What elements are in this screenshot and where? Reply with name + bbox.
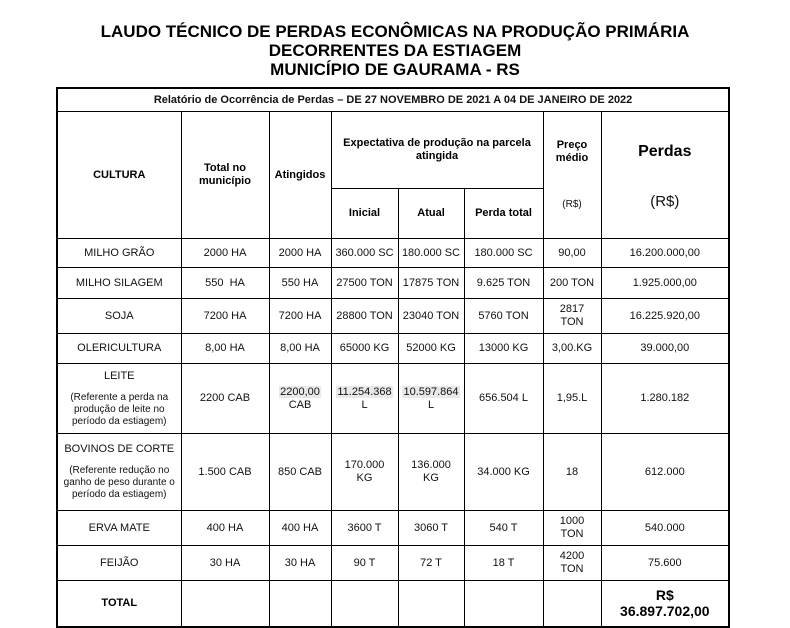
cell-atingidos: 2200,00 CAB [269, 364, 331, 434]
cell-cultura [57, 364, 181, 434]
culture-label: TOTAL [101, 596, 138, 609]
header-preco-unit: (R$) [562, 199, 582, 210]
cell-preco-medio [543, 581, 601, 627]
culture-note: (Referente redução no ganho de peso durante o período da estiagem) [63, 465, 178, 500]
cell-atual: 23040 TON [398, 299, 464, 334]
cell-perdas: 1.280.182 [601, 364, 729, 434]
cell-preco-medio: 18 [543, 434, 601, 511]
title-line-2: DECORRENTES DA ESTIAGEM [268, 41, 522, 60]
title-line-3: MUNICÍPIO DE GAURAMA - RS [270, 60, 520, 79]
cell-cultura [57, 299, 181, 334]
cell-total-municipio: 550 HA [181, 268, 269, 299]
table-row [57, 299, 729, 334]
table-body [57, 239, 729, 627]
cell-atingidos: 850 CAB [269, 434, 331, 511]
header-cultura: CULTURA [57, 112, 181, 239]
cell-inicial: 170.000 KG [331, 434, 398, 511]
cell-cultura [57, 511, 181, 546]
cell-perdas: 1.925.000,00 [601, 268, 729, 299]
culture-label: MILHO SILAGEM [75, 276, 163, 289]
cell-atingidos: 7200 HA [269, 299, 331, 334]
losses-table [56, 87, 730, 628]
cell-perda-total: 5760 TON [464, 299, 543, 334]
cell-total-municipio [181, 581, 269, 627]
cell-cultura [57, 434, 181, 511]
cell-perdas: 612.000 [601, 434, 729, 511]
cell-perdas: 16.200.000,00 [601, 239, 729, 268]
cell-total-municipio: 1.500 CAB [181, 434, 269, 511]
cell-cultura [57, 268, 181, 299]
cell-atual [398, 581, 464, 627]
cell-atingidos: 2000 HA [269, 239, 331, 268]
cell-preco-medio: 2817 TON [543, 299, 601, 334]
culture-note: (Referente a perda na produção de leite no período da estiagem) [70, 391, 171, 427]
table-row [57, 334, 729, 364]
table-row [57, 581, 729, 627]
banner-text: Relatório de Ocorrência de Perdas – DE 27 NOVEMBRO DE 2021 A 04 DE JANEIRO DE 2022 [57, 88, 729, 112]
cell-atingidos: 400 HA [269, 511, 331, 546]
cell-atual: 72 T [398, 546, 464, 581]
cell-perda-total: 9.625 TON [464, 268, 543, 299]
culture-label: LEITE [103, 369, 135, 382]
table-row [57, 546, 729, 581]
culture-label: OLERICULTURA [77, 342, 162, 354]
culture-label: FEIJÃO [99, 556, 139, 569]
cell-inicial: 65000 KG [331, 334, 398, 364]
cell-atual: 180.000 SC [398, 239, 464, 268]
cell-total-municipio: 400 HA [181, 511, 269, 546]
cell-inicial: 11.254.368 L [331, 364, 398, 434]
cell-atual: 136.000 KG [398, 434, 464, 511]
cell-atual: 52000 KG [398, 334, 464, 364]
header-total-municipio: Total no município [181, 112, 269, 239]
cell-total-municipio: 8,00 HA [181, 334, 269, 364]
cell-inicial: 3600 T [331, 511, 398, 546]
cell-perdas: R$ 36.897.702,00 [601, 581, 729, 627]
cell-total-municipio: 2200 CAB [181, 364, 269, 434]
header-expectativa: Expectativa de produção na parcela atingida [331, 112, 543, 189]
cell-total-municipio: 30 HA [181, 546, 269, 581]
title-line-1: LAUDO TÉCNICO DE PERDAS ECONÔMICAS NA PRODUÇÃO PRIMÁRIA [100, 22, 690, 41]
cell-preco-medio: 3,00.KG [543, 334, 601, 364]
cell-inicial: 360.000 SC [331, 239, 398, 268]
cell-perda-total: 540 T [464, 511, 543, 546]
header-atingidos: Atingidos [269, 112, 331, 239]
cell-atingidos: 30 HA [269, 546, 331, 581]
cell-cultura [57, 581, 181, 627]
cell-perdas: 75.600 [601, 546, 729, 581]
table-row [57, 239, 729, 268]
banner-row [57, 88, 729, 112]
table-row [57, 511, 729, 546]
cell-preco-medio: 1000 TON [543, 511, 601, 546]
cell-atual: 10.597.864 L [398, 364, 464, 434]
cell-preco-medio: 4200 TON [543, 546, 601, 581]
document-title [0, 22, 790, 79]
header-perdas [601, 112, 729, 239]
cell-preco-medio: 200 TON [543, 268, 601, 299]
cell-perda-total: 180.000 SC [464, 239, 543, 268]
cell-atual: 17875 TON [398, 268, 464, 299]
cell-inicial: 27500 TON [331, 268, 398, 299]
cell-inicial: 90 T [331, 546, 398, 581]
header-inicial: Inicial [331, 188, 398, 238]
cell-preco-medio: 1,95.L [543, 364, 601, 434]
cell-perda-total: 13000 KG [464, 334, 543, 364]
header-perdas-label: Perdas [638, 142, 692, 160]
cell-perda-total [464, 581, 543, 627]
cell-inicial: 28800 TON [331, 299, 398, 334]
cell-perda-total: 34.000 KG [464, 434, 543, 511]
header-preco-medio-label: Preço médio [555, 139, 591, 164]
cell-atingidos: 8,00 HA [269, 334, 331, 364]
cell-total-municipio: 7200 HA [181, 299, 269, 334]
culture-label: BOVINOS DE CORTE [64, 443, 175, 455]
cell-preco-medio: 90,00 [543, 239, 601, 268]
cell-perdas: 39.000,00 [601, 334, 729, 364]
cell-atual: 3060 T [398, 511, 464, 546]
cell-perdas: 16.225.920,00 [601, 299, 729, 334]
cell-atingidos: 550 HA [269, 268, 331, 299]
header-preco-medio [543, 112, 601, 239]
table-row [57, 434, 729, 511]
header-row-1 [57, 112, 729, 189]
cell-perda-total: 18 T [464, 546, 543, 581]
document-page [0, 22, 790, 620]
header-perda-total: Perda total [464, 188, 543, 238]
cell-atingidos [269, 581, 331, 627]
header-perdas-unit: (R$) [650, 192, 680, 210]
cell-inicial [331, 581, 398, 627]
table-row [57, 364, 729, 434]
culture-label: ERVA MATE [88, 521, 150, 534]
cell-cultura [57, 334, 181, 364]
culture-label: MILHO GRÃO [84, 246, 155, 259]
cell-perda-total: 656.504 L [464, 364, 543, 434]
header-atual: Atual [398, 188, 464, 238]
cell-perdas: 540.000 [601, 511, 729, 546]
cell-cultura [57, 546, 181, 581]
cell-cultura [57, 239, 181, 268]
table-row [57, 268, 729, 299]
cell-total-municipio: 2000 HA [181, 239, 269, 268]
culture-label: SOJA [104, 309, 134, 322]
